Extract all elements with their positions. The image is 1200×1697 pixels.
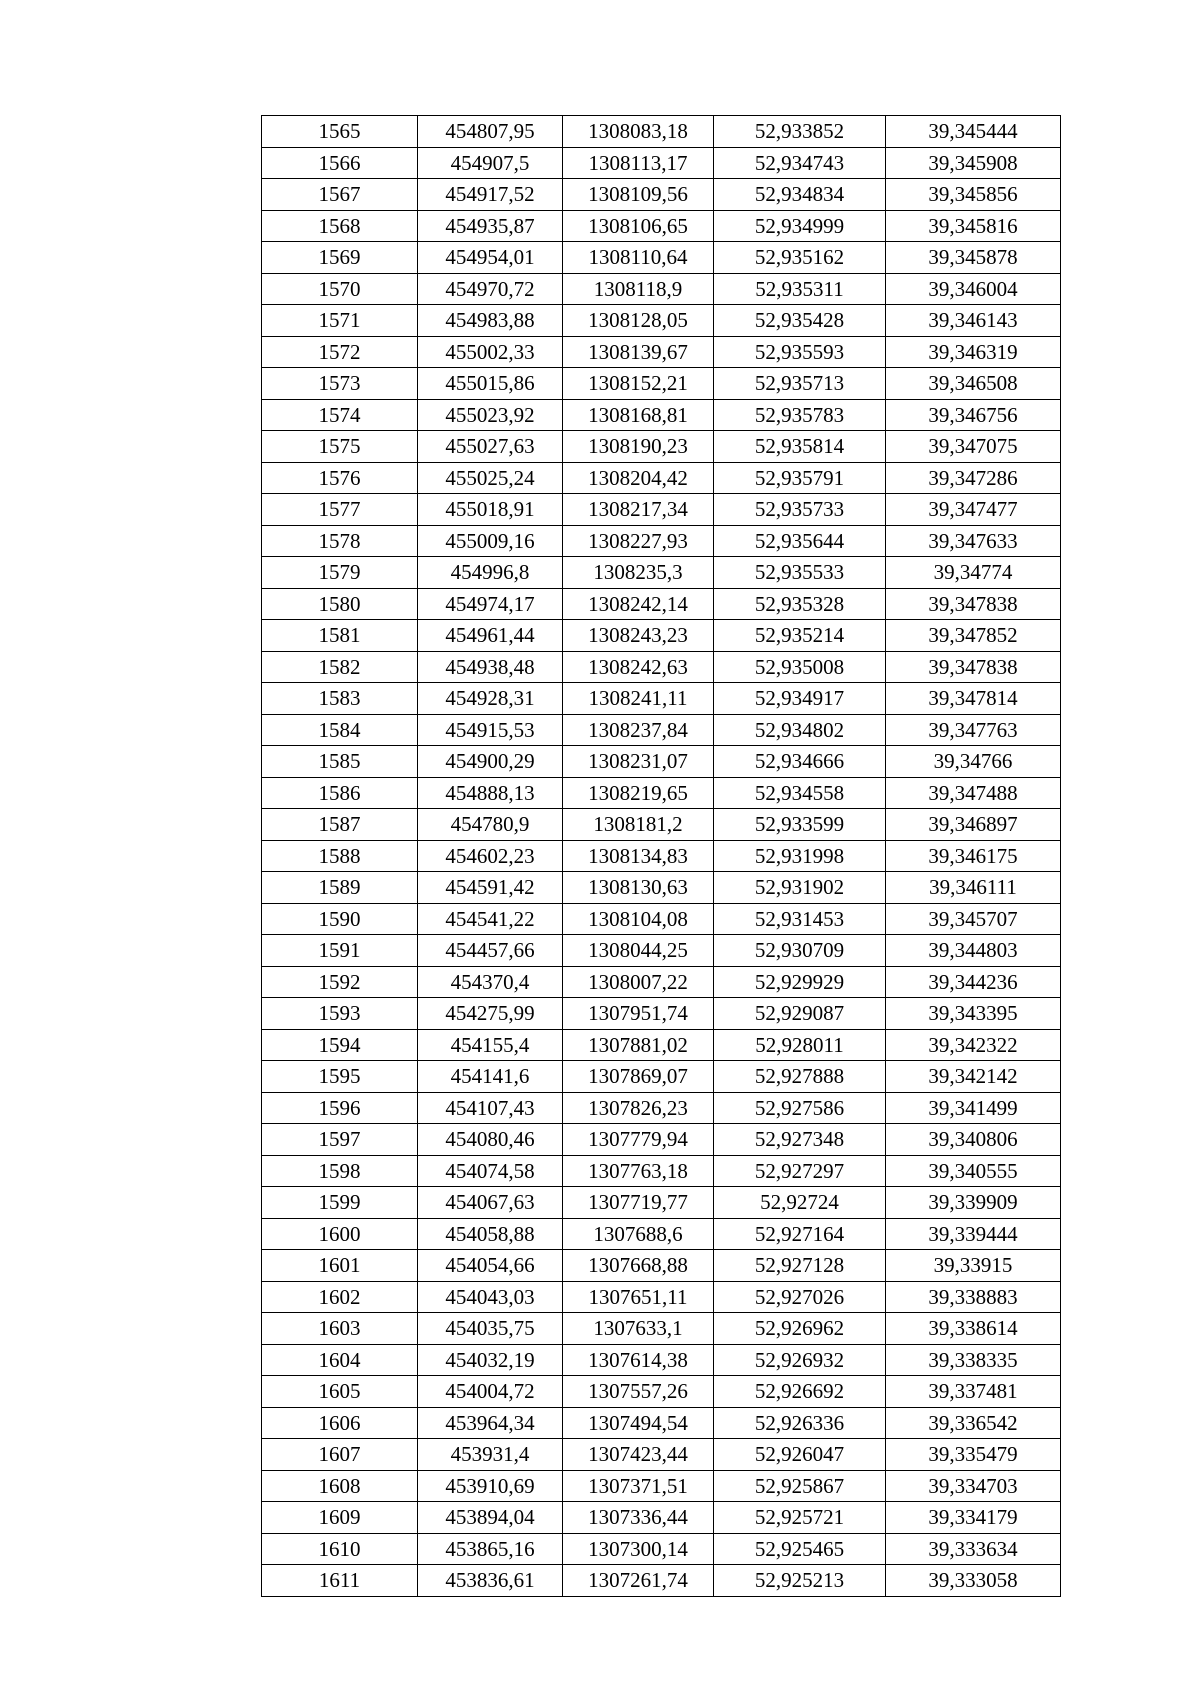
y-coordinate-cell: 1308109,56 (563, 179, 714, 211)
x-coordinate-cell: 455009,16 (418, 525, 563, 557)
x-coordinate-cell: 454032,19 (418, 1344, 563, 1376)
longitude-cell: 39,342322 (886, 1029, 1061, 1061)
longitude-cell: 39,346111 (886, 872, 1061, 904)
point-number-cell: 1610 (262, 1533, 418, 1565)
latitude-cell: 52,935733 (714, 494, 886, 526)
table-row (262, 1376, 1061, 1408)
point-number-cell: 1607 (262, 1439, 418, 1471)
latitude-cell: 52,926692 (714, 1376, 886, 1408)
point-number-cell: 1567 (262, 179, 418, 211)
y-coordinate-cell: 1308128,05 (563, 305, 714, 337)
point-number-cell: 1591 (262, 935, 418, 967)
y-coordinate-cell: 1308243,23 (563, 620, 714, 652)
y-coordinate-cell: 1307300,14 (563, 1533, 714, 1565)
x-coordinate-cell: 453931,4 (418, 1439, 563, 1471)
x-coordinate-cell: 453894,04 (418, 1502, 563, 1534)
latitude-cell: 52,92724 (714, 1187, 886, 1219)
point-number-cell: 1577 (262, 494, 418, 526)
latitude-cell: 52,935814 (714, 431, 886, 463)
x-coordinate-cell: 454780,9 (418, 809, 563, 841)
latitude-cell: 52,927297 (714, 1155, 886, 1187)
point-number-cell: 1596 (262, 1092, 418, 1124)
longitude-cell: 39,33915 (886, 1250, 1061, 1282)
latitude-cell: 52,925465 (714, 1533, 886, 1565)
table-row (262, 809, 1061, 841)
x-coordinate-cell: 453836,61 (418, 1565, 563, 1597)
point-number-cell: 1594 (262, 1029, 418, 1061)
longitude-cell: 39,345908 (886, 147, 1061, 179)
y-coordinate-cell: 1308204,42 (563, 462, 714, 494)
point-number-cell: 1580 (262, 588, 418, 620)
longitude-cell: 39,346175 (886, 840, 1061, 872)
longitude-cell: 39,345707 (886, 903, 1061, 935)
y-coordinate-cell: 1308113,17 (563, 147, 714, 179)
table-row (262, 210, 1061, 242)
longitude-cell: 39,342142 (886, 1061, 1061, 1093)
y-coordinate-cell: 1308044,25 (563, 935, 714, 967)
latitude-cell: 52,934999 (714, 210, 886, 242)
y-coordinate-cell: 1307951,74 (563, 998, 714, 1030)
x-coordinate-cell: 454067,63 (418, 1187, 563, 1219)
latitude-cell: 52,927164 (714, 1218, 886, 1250)
y-coordinate-cell: 1308007,22 (563, 966, 714, 998)
table-row (262, 1344, 1061, 1376)
x-coordinate-cell: 454591,42 (418, 872, 563, 904)
y-coordinate-cell: 1307261,74 (563, 1565, 714, 1597)
x-coordinate-cell: 453964,34 (418, 1407, 563, 1439)
table-row (262, 903, 1061, 935)
x-coordinate-cell: 454141,6 (418, 1061, 563, 1093)
table-row (262, 1218, 1061, 1250)
latitude-cell: 52,926962 (714, 1313, 886, 1345)
latitude-cell: 52,934666 (714, 746, 886, 778)
latitude-cell: 52,931902 (714, 872, 886, 904)
y-coordinate-cell: 1307779,94 (563, 1124, 714, 1156)
table-row (262, 525, 1061, 557)
table-row (262, 557, 1061, 589)
longitude-cell: 39,347477 (886, 494, 1061, 526)
table-row (262, 494, 1061, 526)
point-number-cell: 1598 (262, 1155, 418, 1187)
longitude-cell: 39,334703 (886, 1470, 1061, 1502)
longitude-cell: 39,347633 (886, 525, 1061, 557)
latitude-cell: 52,935644 (714, 525, 886, 557)
table-row (262, 305, 1061, 337)
x-coordinate-cell: 455015,86 (418, 368, 563, 400)
x-coordinate-cell: 455023,92 (418, 399, 563, 431)
table-row (262, 683, 1061, 715)
latitude-cell: 52,928011 (714, 1029, 886, 1061)
table-row (262, 777, 1061, 809)
table-row (262, 1533, 1061, 1565)
x-coordinate-cell: 454888,13 (418, 777, 563, 809)
latitude-cell: 52,934917 (714, 683, 886, 715)
point-number-cell: 1575 (262, 431, 418, 463)
longitude-cell: 39,338614 (886, 1313, 1061, 1345)
point-number-cell: 1574 (262, 399, 418, 431)
x-coordinate-cell: 454541,22 (418, 903, 563, 935)
point-number-cell: 1609 (262, 1502, 418, 1534)
table-row (262, 746, 1061, 778)
longitude-cell: 39,335479 (886, 1439, 1061, 1471)
y-coordinate-cell: 1308139,67 (563, 336, 714, 368)
y-coordinate-cell: 1307614,38 (563, 1344, 714, 1376)
y-coordinate-cell: 1308152,21 (563, 368, 714, 400)
x-coordinate-cell: 455027,63 (418, 431, 563, 463)
point-number-cell: 1601 (262, 1250, 418, 1282)
table-row (262, 966, 1061, 998)
latitude-cell: 52,935593 (714, 336, 886, 368)
table-row (262, 1061, 1061, 1093)
latitude-cell: 52,927128 (714, 1250, 886, 1282)
latitude-cell: 52,926047 (714, 1439, 886, 1471)
longitude-cell: 39,347763 (886, 714, 1061, 746)
y-coordinate-cell: 1308168,81 (563, 399, 714, 431)
longitude-cell: 39,344803 (886, 935, 1061, 967)
point-number-cell: 1602 (262, 1281, 418, 1313)
y-coordinate-cell: 1307651,11 (563, 1281, 714, 1313)
coordinates-table (261, 115, 1061, 1597)
point-number-cell: 1576 (262, 462, 418, 494)
latitude-cell: 52,935533 (714, 557, 886, 589)
x-coordinate-cell: 454907,5 (418, 147, 563, 179)
point-number-cell: 1582 (262, 651, 418, 683)
table-row (262, 1313, 1061, 1345)
x-coordinate-cell: 454107,43 (418, 1092, 563, 1124)
point-number-cell: 1605 (262, 1376, 418, 1408)
table-row (262, 273, 1061, 305)
latitude-cell: 52,925721 (714, 1502, 886, 1534)
longitude-cell: 39,337481 (886, 1376, 1061, 1408)
longitude-cell: 39,340806 (886, 1124, 1061, 1156)
longitude-cell: 39,346319 (886, 336, 1061, 368)
point-number-cell: 1565 (262, 116, 418, 148)
point-number-cell: 1570 (262, 273, 418, 305)
x-coordinate-cell: 454004,72 (418, 1376, 563, 1408)
latitude-cell: 52,935791 (714, 462, 886, 494)
x-coordinate-cell: 454983,88 (418, 305, 563, 337)
point-number-cell: 1593 (262, 998, 418, 1030)
x-coordinate-cell: 454457,66 (418, 935, 563, 967)
point-number-cell: 1606 (262, 1407, 418, 1439)
x-coordinate-cell: 453910,69 (418, 1470, 563, 1502)
y-coordinate-cell: 1308118,9 (563, 273, 714, 305)
y-coordinate-cell: 1307869,07 (563, 1061, 714, 1093)
longitude-cell: 39,343395 (886, 998, 1061, 1030)
longitude-cell: 39,333634 (886, 1533, 1061, 1565)
y-coordinate-cell: 1307763,18 (563, 1155, 714, 1187)
latitude-cell: 52,925213 (714, 1565, 886, 1597)
point-number-cell: 1583 (262, 683, 418, 715)
table-row (262, 872, 1061, 904)
y-coordinate-cell: 1307881,02 (563, 1029, 714, 1061)
y-coordinate-cell: 1308110,64 (563, 242, 714, 274)
latitude-cell: 52,933599 (714, 809, 886, 841)
y-coordinate-cell: 1308134,83 (563, 840, 714, 872)
table-row (262, 1281, 1061, 1313)
longitude-cell: 39,345816 (886, 210, 1061, 242)
x-coordinate-cell: 454035,75 (418, 1313, 563, 1345)
latitude-cell: 52,935008 (714, 651, 886, 683)
longitude-cell: 39,345856 (886, 179, 1061, 211)
x-coordinate-cell: 454074,58 (418, 1155, 563, 1187)
latitude-cell: 52,929929 (714, 966, 886, 998)
longitude-cell: 39,338883 (886, 1281, 1061, 1313)
point-number-cell: 1587 (262, 809, 418, 841)
latitude-cell: 52,935311 (714, 273, 886, 305)
point-number-cell: 1572 (262, 336, 418, 368)
latitude-cell: 52,935214 (714, 620, 886, 652)
latitude-cell: 52,935328 (714, 588, 886, 620)
x-coordinate-cell: 454938,48 (418, 651, 563, 683)
point-number-cell: 1597 (262, 1124, 418, 1156)
y-coordinate-cell: 1307494,54 (563, 1407, 714, 1439)
longitude-cell: 39,341499 (886, 1092, 1061, 1124)
latitude-cell: 52,930709 (714, 935, 886, 967)
x-coordinate-cell: 454900,29 (418, 746, 563, 778)
table-row (262, 1470, 1061, 1502)
longitude-cell: 39,34774 (886, 557, 1061, 589)
point-number-cell: 1579 (262, 557, 418, 589)
latitude-cell: 52,927348 (714, 1124, 886, 1156)
y-coordinate-cell: 1308106,65 (563, 210, 714, 242)
y-coordinate-cell: 1308242,14 (563, 588, 714, 620)
x-coordinate-cell: 454915,53 (418, 714, 563, 746)
point-number-cell: 1581 (262, 620, 418, 652)
x-coordinate-cell: 454058,88 (418, 1218, 563, 1250)
longitude-cell: 39,345444 (886, 116, 1061, 148)
latitude-cell: 52,934558 (714, 777, 886, 809)
y-coordinate-cell: 1308242,63 (563, 651, 714, 683)
point-number-cell: 1588 (262, 840, 418, 872)
x-coordinate-cell: 455018,91 (418, 494, 563, 526)
x-coordinate-cell: 454928,31 (418, 683, 563, 715)
table-row (262, 1155, 1061, 1187)
longitude-cell: 39,339909 (886, 1187, 1061, 1219)
latitude-cell: 52,935428 (714, 305, 886, 337)
y-coordinate-cell: 1308181,2 (563, 809, 714, 841)
x-coordinate-cell: 454807,95 (418, 116, 563, 148)
point-number-cell: 1573 (262, 368, 418, 400)
longitude-cell: 39,346004 (886, 273, 1061, 305)
table-row (262, 1502, 1061, 1534)
y-coordinate-cell: 1308231,07 (563, 746, 714, 778)
table-row (262, 1029, 1061, 1061)
latitude-cell: 52,929087 (714, 998, 886, 1030)
latitude-cell: 52,931453 (714, 903, 886, 935)
table-row (262, 399, 1061, 431)
table-row (262, 714, 1061, 746)
table-row (262, 998, 1061, 1030)
y-coordinate-cell: 1308219,65 (563, 777, 714, 809)
point-number-cell: 1599 (262, 1187, 418, 1219)
y-coordinate-cell: 1308217,34 (563, 494, 714, 526)
point-number-cell: 1589 (262, 872, 418, 904)
table-row (262, 1187, 1061, 1219)
x-coordinate-cell: 454961,44 (418, 620, 563, 652)
longitude-cell: 39,339444 (886, 1218, 1061, 1250)
y-coordinate-cell: 1308237,84 (563, 714, 714, 746)
table-row (262, 1250, 1061, 1282)
table-row (262, 368, 1061, 400)
point-number-cell: 1611 (262, 1565, 418, 1597)
y-coordinate-cell: 1307633,1 (563, 1313, 714, 1345)
table-row (262, 1439, 1061, 1471)
x-coordinate-cell: 454054,66 (418, 1250, 563, 1282)
longitude-cell: 39,347488 (886, 777, 1061, 809)
y-coordinate-cell: 1307557,26 (563, 1376, 714, 1408)
x-coordinate-cell: 453865,16 (418, 1533, 563, 1565)
latitude-cell: 52,935783 (714, 399, 886, 431)
longitude-cell: 39,347814 (886, 683, 1061, 715)
longitude-cell: 39,347838 (886, 588, 1061, 620)
point-number-cell: 1568 (262, 210, 418, 242)
y-coordinate-cell: 1308083,18 (563, 116, 714, 148)
point-number-cell: 1569 (262, 242, 418, 274)
table-row (262, 431, 1061, 463)
table-row (262, 1407, 1061, 1439)
point-number-cell: 1592 (262, 966, 418, 998)
x-coordinate-cell: 454970,72 (418, 273, 563, 305)
longitude-cell: 39,347852 (886, 620, 1061, 652)
table-row (262, 588, 1061, 620)
longitude-cell: 39,346756 (886, 399, 1061, 431)
table-row (262, 620, 1061, 652)
x-coordinate-cell: 454370,4 (418, 966, 563, 998)
point-number-cell: 1603 (262, 1313, 418, 1345)
y-coordinate-cell: 1307719,77 (563, 1187, 714, 1219)
y-coordinate-cell: 1307423,44 (563, 1439, 714, 1471)
y-coordinate-cell: 1308190,23 (563, 431, 714, 463)
x-coordinate-cell: 454996,8 (418, 557, 563, 589)
longitude-cell: 39,34766 (886, 746, 1061, 778)
longitude-cell: 39,344236 (886, 966, 1061, 998)
latitude-cell: 52,935162 (714, 242, 886, 274)
longitude-cell: 39,346897 (886, 809, 1061, 841)
longitude-cell: 39,334179 (886, 1502, 1061, 1534)
table-row (262, 462, 1061, 494)
x-coordinate-cell: 454155,4 (418, 1029, 563, 1061)
table-row (262, 1565, 1061, 1597)
latitude-cell: 52,934743 (714, 147, 886, 179)
y-coordinate-cell: 1308241,11 (563, 683, 714, 715)
longitude-cell: 39,338335 (886, 1344, 1061, 1376)
x-coordinate-cell: 454602,23 (418, 840, 563, 872)
latitude-cell: 52,926932 (714, 1344, 886, 1376)
table-row (262, 116, 1061, 148)
y-coordinate-cell: 1307336,44 (563, 1502, 714, 1534)
latitude-cell: 52,935713 (714, 368, 886, 400)
point-number-cell: 1608 (262, 1470, 418, 1502)
x-coordinate-cell: 454917,52 (418, 179, 563, 211)
x-coordinate-cell: 454080,46 (418, 1124, 563, 1156)
longitude-cell: 39,336542 (886, 1407, 1061, 1439)
y-coordinate-cell: 1307688,6 (563, 1218, 714, 1250)
table-row (262, 1092, 1061, 1124)
x-coordinate-cell: 454275,99 (418, 998, 563, 1030)
longitude-cell: 39,340555 (886, 1155, 1061, 1187)
longitude-cell: 39,346508 (886, 368, 1061, 400)
point-number-cell: 1578 (262, 525, 418, 557)
latitude-cell: 52,927586 (714, 1092, 886, 1124)
table-row (262, 651, 1061, 683)
point-number-cell: 1600 (262, 1218, 418, 1250)
x-coordinate-cell: 455002,33 (418, 336, 563, 368)
x-coordinate-cell: 454954,01 (418, 242, 563, 274)
y-coordinate-cell: 1308104,08 (563, 903, 714, 935)
latitude-cell: 52,934802 (714, 714, 886, 746)
latitude-cell: 52,933852 (714, 116, 886, 148)
x-coordinate-cell: 455025,24 (418, 462, 563, 494)
point-number-cell: 1595 (262, 1061, 418, 1093)
latitude-cell: 52,931998 (714, 840, 886, 872)
table-row (262, 242, 1061, 274)
y-coordinate-cell: 1307668,88 (563, 1250, 714, 1282)
latitude-cell: 52,925867 (714, 1470, 886, 1502)
point-number-cell: 1571 (262, 305, 418, 337)
y-coordinate-cell: 1308235,3 (563, 557, 714, 589)
latitude-cell: 52,927888 (714, 1061, 886, 1093)
table-row (262, 179, 1061, 211)
longitude-cell: 39,347286 (886, 462, 1061, 494)
x-coordinate-cell: 454935,87 (418, 210, 563, 242)
x-coordinate-cell: 454974,17 (418, 588, 563, 620)
point-number-cell: 1604 (262, 1344, 418, 1376)
y-coordinate-cell: 1307826,23 (563, 1092, 714, 1124)
latitude-cell: 52,934834 (714, 179, 886, 211)
longitude-cell: 39,347075 (886, 431, 1061, 463)
latitude-cell: 52,926336 (714, 1407, 886, 1439)
coordinates-table-body (262, 116, 1061, 1597)
table-row (262, 336, 1061, 368)
table-row (262, 147, 1061, 179)
point-number-cell: 1585 (262, 746, 418, 778)
y-coordinate-cell: 1308227,93 (563, 525, 714, 557)
point-number-cell: 1566 (262, 147, 418, 179)
table-row (262, 935, 1061, 967)
x-coordinate-cell: 454043,03 (418, 1281, 563, 1313)
longitude-cell: 39,346143 (886, 305, 1061, 337)
y-coordinate-cell: 1308130,63 (563, 872, 714, 904)
point-number-cell: 1590 (262, 903, 418, 935)
longitude-cell: 39,333058 (886, 1565, 1061, 1597)
y-coordinate-cell: 1307371,51 (563, 1470, 714, 1502)
longitude-cell: 39,345878 (886, 242, 1061, 274)
point-number-cell: 1586 (262, 777, 418, 809)
latitude-cell: 52,927026 (714, 1281, 886, 1313)
longitude-cell: 39,347838 (886, 651, 1061, 683)
table-row (262, 840, 1061, 872)
table-row (262, 1124, 1061, 1156)
point-number-cell: 1584 (262, 714, 418, 746)
